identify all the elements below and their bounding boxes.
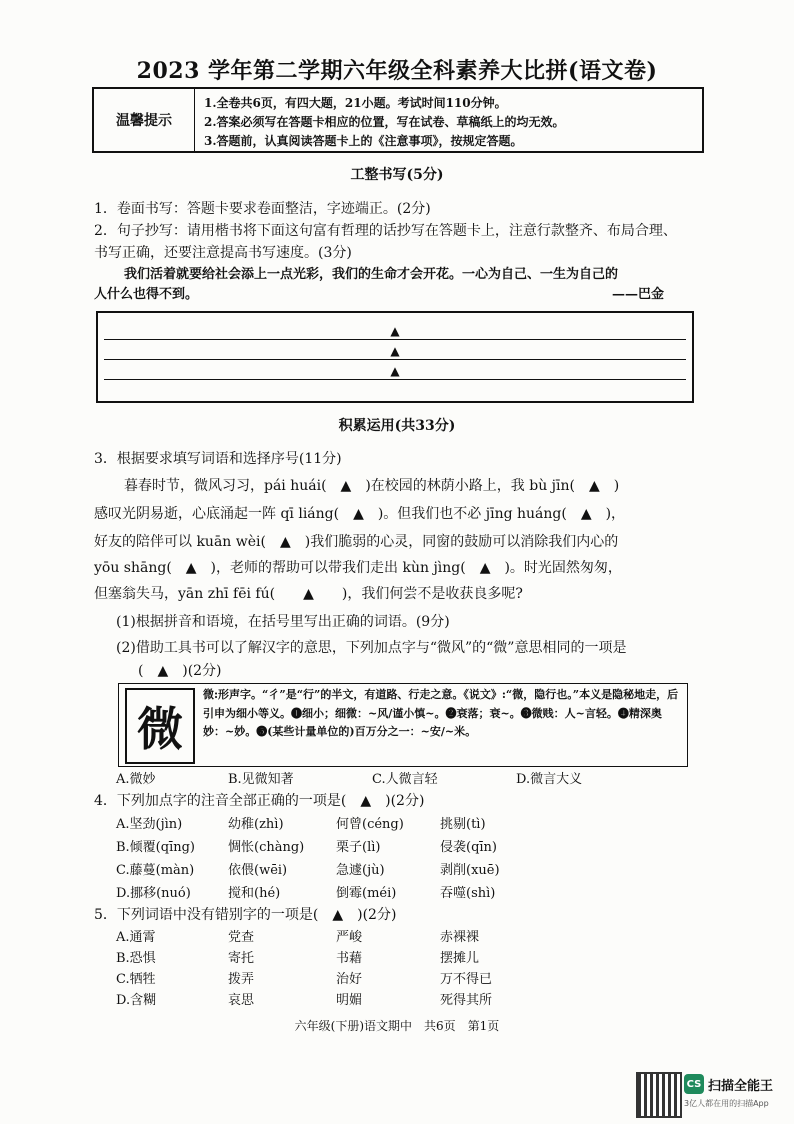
q5-b-3: 书藉 [336, 951, 363, 966]
qr-code-icon [636, 1072, 682, 1118]
question-1: 1．卷面书写：答题卡要求卷面整洁，字迹端正。(2分) [94, 201, 431, 217]
q4-c-3: 急遽(jù) [336, 863, 385, 878]
q4-a-2: 幼稚(zhì) [228, 817, 284, 832]
q4-b-2: 惆怅(chàng) [228, 840, 305, 855]
sub-question-2-answer: ( ▲ )(2分) [138, 663, 222, 679]
q5-d-1: D.含糊 [116, 993, 157, 1008]
dictionary-text: 微:形声字。“彳”是“行”的半文，有道路、行走之意。《说文》:“微，隐行也。”本义是隐秘地走，后引申为细小等义。❶细小；细微：~风/谨小慎~。❷衰落；衰~。❸微贱：人~言轻。❹精深奥妙：~妙。❺(某些计量单位的)百万分之一：~安/~米。 [203, 688, 679, 738]
tip-line-1: 1.全卷共6页，有四大题，21小题。考试时间110分钟。 [204, 96, 507, 110]
q4-a-4: 挑剔(tì) [440, 817, 486, 832]
q5-d-4: 死得其所 [440, 993, 493, 1008]
q5-a-1: A.通霄 [116, 930, 156, 945]
q4-a-1: A.坚劲(jìn) [116, 817, 183, 832]
q4-d-4: 吞噬(shì) [440, 886, 496, 901]
q5-c-1: C.牺牲 [116, 972, 156, 987]
q5-d-3: 明媚 [336, 993, 363, 1008]
q5-a-3: 严峻 [336, 930, 363, 945]
q4-d-2: 搅和(hé) [228, 886, 281, 901]
writing-line [104, 339, 686, 340]
camscanner-logo-icon: CS [684, 1074, 704, 1094]
sub-question-1: (1)根据拼音和语境，在括号里写出正确的词语。(9分) [116, 614, 450, 630]
q3-option-c: C.人微言轻 [372, 772, 438, 787]
seal-character: 微 [125, 688, 195, 764]
answer-marker: ▲ [390, 364, 400, 378]
q4-d-3: 倒霉(méi) [336, 886, 397, 901]
q5-b-1: B.恐惧 [116, 951, 156, 966]
q5-c-4: 万不得已 [440, 972, 493, 987]
page-footer: 六年级(下册)语文期中 共6页 第1页 [294, 1019, 500, 1033]
q5-b-2: 寄托 [228, 951, 255, 966]
scanner-app-name: 扫描全能王 [708, 1079, 774, 1094]
q5-d-2: 哀思 [228, 993, 255, 1008]
question-2-line-1: 2．句子抄写：请用楷书将下面这句富有哲理的话抄写在答题卡上，注意行款整齐、布局合理、 [94, 223, 677, 239]
q5-a-2: 党查 [228, 930, 255, 945]
writing-line [104, 379, 686, 380]
q5-c-3: 治好 [336, 972, 363, 987]
q5-c-2: 拨弄 [228, 972, 255, 987]
tip-line-2: 2.答案必须写在答题卡相应的位置，写在试卷、草稿纸上的均无效。 [204, 115, 565, 129]
q3-option-a: A.微妙 [116, 772, 156, 787]
writing-line [104, 359, 686, 360]
tip-line-3: 3.答题前，认真阅读答题卡上的《注意事项》，按规定答题。 [204, 134, 523, 148]
question-4: 4．下列加点字的注音全部正确的一项是( ▲ )(2分) [94, 793, 425, 809]
exam-title: 2023 学年第二学期六年级全科素养大比拼(语文卷) [136, 58, 658, 84]
quote-line-2: 人什么也得不到。 [94, 287, 199, 302]
q3-option-d: D.微言大义 [516, 772, 583, 787]
passage-line-5: 但塞翁失马，yān zhī fēi fú( ▲ )，我们何尝不是收获良多呢? [94, 586, 523, 602]
q4-d-1: D.挪移(nuó) [116, 886, 191, 901]
q4-b-3: 栗子(lì) [336, 840, 381, 855]
quote-line-1: 我们活着就要给社会添上一点光彩，我们的生命才会开花。一心为自己、一生为自己的 [124, 267, 619, 282]
handwriting-box [96, 311, 694, 403]
answer-marker: ▲ [390, 324, 400, 338]
section-heading-accumulation: 积累运用(共33分) [338, 418, 456, 434]
q4-c-4: 剥削(xuē) [440, 863, 500, 878]
dictionary-entry [118, 683, 688, 767]
q5-b-4: 摆摊儿 [440, 951, 480, 966]
q5-a-4: 赤裸裸 [440, 930, 480, 945]
q4-c-1: C.藤蔓(màn) [116, 863, 195, 878]
q4-b-4: 侵袭(qīn) [440, 840, 497, 855]
passage-line-2: 感叹光阴易逝，心底涌起一阵 qī liáng( ▲ )。但我们也不必 jīng huáng( ▲ )， [94, 506, 626, 522]
question-3: 3．根据要求填写词语和选择序号(11分) [94, 451, 342, 467]
passage-line-1: 暮春时节，微风习习，pái huái( ▲ )在校园的林荫小路上，我 bù jīn( ▲ ) [124, 478, 620, 494]
section-heading-handwriting: 工整书写(5分) [350, 167, 444, 183]
scanner-app-tagline: 3亿人都在用的扫描App [684, 1099, 769, 1108]
q4-c-2: 依偎(wēi) [228, 863, 288, 878]
q4-a-3: 何曾(céng) [336, 817, 404, 832]
passage-line-4: yōu shāng( ▲ )，老师的帮助可以带我们走出 kùn jìng( ▲ )。时光固然匆匆， [94, 560, 622, 576]
question-5: 5．下列词语中没有错别字的一项是( ▲ )(2分) [94, 907, 397, 923]
q3-option-b: B.见微知著 [228, 772, 294, 787]
question-2-line-2: 书写正确，还要注意提高书写速度。(3分) [94, 245, 352, 261]
tips-box [92, 87, 704, 153]
answer-marker: ▲ [390, 344, 400, 358]
q4-b-1: B.倾覆(qīng) [116, 840, 196, 855]
tips-label: 温馨提示 [94, 89, 195, 151]
passage-line-3: 好友的陪伴可以 kuān wèi( ▲ )我们脆弱的心灵，同窗的鼓励可以消除我们内心的 [94, 534, 619, 550]
sub-question-2: (2)借助工具书可以了解汉字的意思，下列加点字与“微风”的“微”意思相同的一项是 [116, 640, 627, 656]
quote-author: ——巴金 [612, 287, 665, 302]
